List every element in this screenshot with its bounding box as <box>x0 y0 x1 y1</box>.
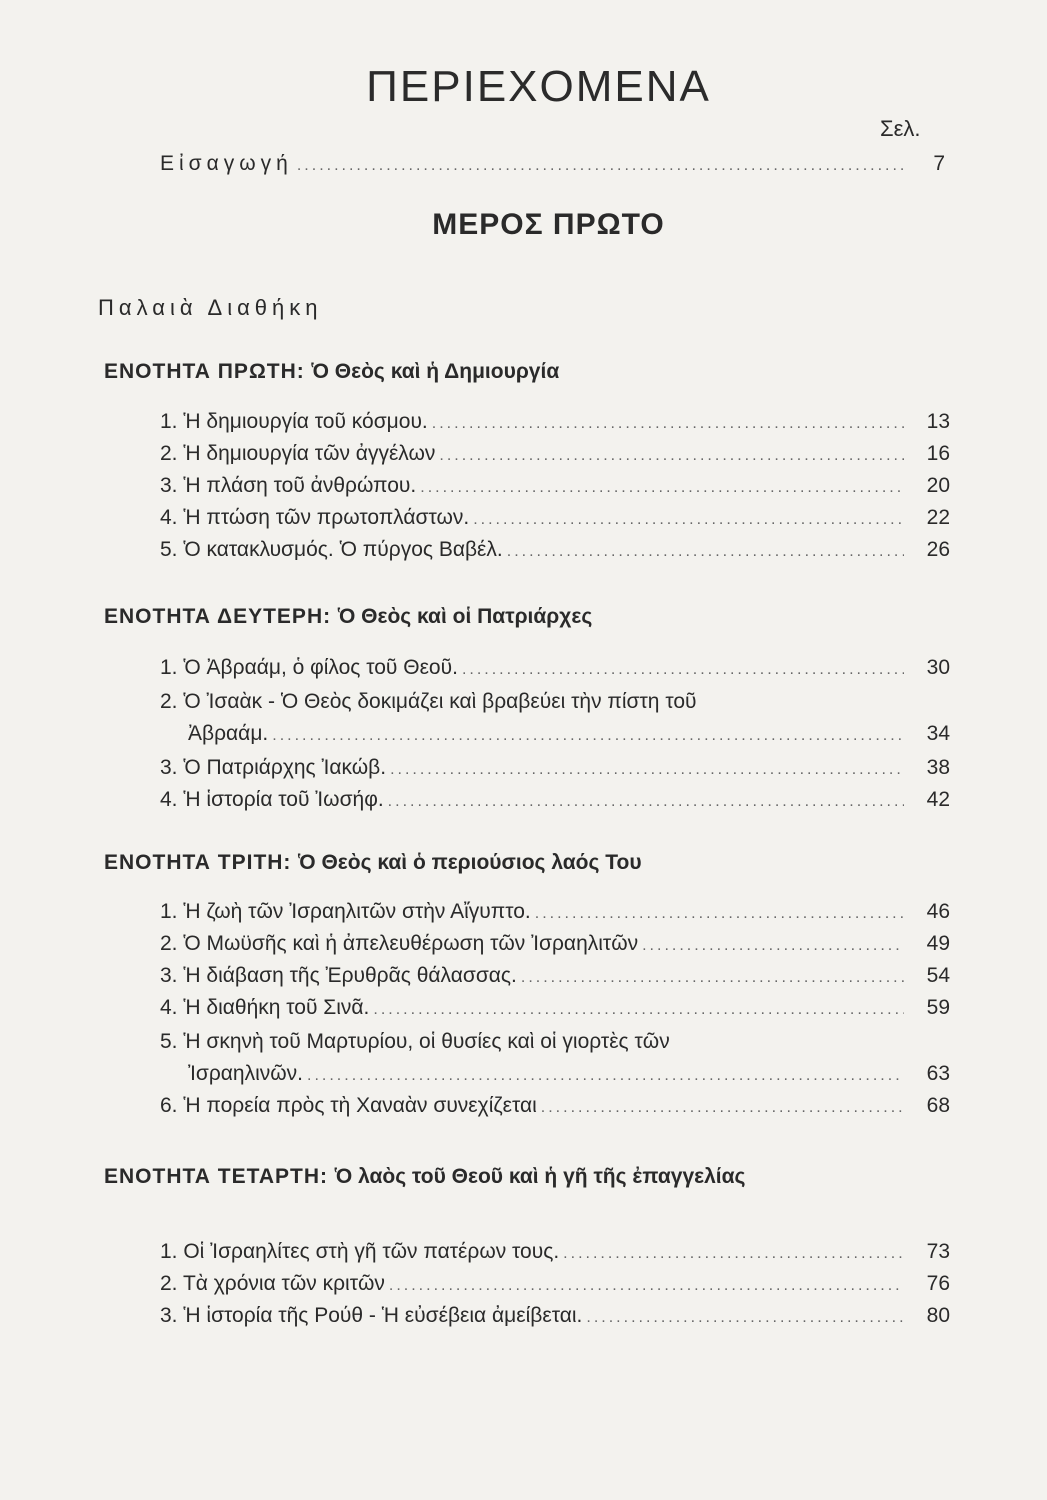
leader-dots <box>541 1099 904 1117</box>
toc-entry[interactable] <box>160 506 950 530</box>
entry-page: 20 <box>926 474 950 497</box>
toc-entry[interactable] <box>160 964 950 988</box>
leader-dots <box>642 937 904 955</box>
leader-dots <box>389 1277 904 1295</box>
entry-page: 63 <box>926 1062 950 1085</box>
entry-page: 73 <box>926 1240 950 1263</box>
section-heading-1 <box>104 355 944 389</box>
entry-text: 1. Οἱ Ἰσραηλίτες στὴ γῆ τῶν πατέρων τους. <box>160 1240 560 1263</box>
entry-page: 59 <box>926 996 950 1019</box>
leader-dots <box>297 157 904 175</box>
entry-page: 80 <box>926 1304 950 1327</box>
toc-entry[interactable] <box>160 656 950 680</box>
entry-page: 13 <box>926 410 950 433</box>
toc-entry[interactable] <box>160 996 950 1020</box>
toc-entry-continuation[interactable] <box>188 722 950 746</box>
section-subtitle: Ὁ Θεὸς καὶ ὁ περιούσιος λαός Του <box>298 851 642 874</box>
entry-text: 1. Ὁ Ἀβραάμ, ὁ φίλος τοῦ Θεοῦ. <box>160 656 458 679</box>
section-label: ΕΝΟΤΗΤΑ ΤΕΤΑΡΤΗ: <box>104 1165 329 1188</box>
intro-entry[interactable] <box>160 152 950 176</box>
entry-text: 3. Ἡ πλάση τοῦ ἀνθρώπου. <box>160 474 417 497</box>
testament-heading: Παλαιὰ Διαθήκη <box>98 295 323 320</box>
entry-page: 26 <box>926 538 950 561</box>
leader-dots <box>507 543 904 561</box>
leader-dots <box>563 1245 904 1263</box>
entry-text: 5. Ἡ σκηνὴ τοῦ Μαρτυρίου, οἱ θυσίες καὶ οἱ γιορτὲς τῶν <box>160 1030 670 1053</box>
entry-text: 1. Ἡ ζωὴ τῶν Ἰσραηλιτῶν στὴν Αἴγυπτο. <box>160 900 531 923</box>
entry-text: 2. Ὁ Ἰσαὰκ - Ὁ Θεὸς δοκιμάζει καὶ βραβεύει τὴν πίστη τοῦ <box>160 690 697 713</box>
toc-entry[interactable] <box>160 900 950 924</box>
entry-text: 4. Ἡ διαθήκη τοῦ Σινᾶ. <box>160 996 370 1019</box>
toc-entry[interactable] <box>160 788 950 812</box>
leader-dots <box>307 1067 904 1085</box>
entry-text: 2. Ἡ δημιουργία τῶν ἀγγέλων <box>160 442 436 465</box>
entry-text: 3. Ὁ Πατριάρχης Ἰακώβ. <box>160 756 387 779</box>
entry-page: 30 <box>926 656 950 679</box>
entry-text: 5. Ὁ κατακλυσμός. Ὁ πύργος Βαβέλ. <box>160 538 503 561</box>
entry-text: 4. Ἡ πτώση τῶν πρωτοπλάστων. <box>160 506 470 529</box>
page-column-label: Σελ. <box>880 116 921 141</box>
entry-text: 1. Ἡ δημιουργία τοῦ κόσμου. <box>160 410 428 433</box>
leader-dots <box>462 661 904 679</box>
entry-page: 22 <box>926 506 950 529</box>
toc-entry[interactable] <box>160 442 950 466</box>
entry-page: 54 <box>926 964 950 987</box>
entry-page: 42 <box>926 788 950 811</box>
intro-page: 7 <box>933 152 950 175</box>
toc-entry[interactable] <box>160 1272 950 1296</box>
leader-dots <box>432 415 904 433</box>
toc-entry[interactable] <box>160 690 950 714</box>
entry-text: 4. Ἡ ἱστορία τοῦ Ἰωσήφ. <box>160 788 384 811</box>
section-label: ΕΝΟΤΗΤΑ ΠΡΩΤΗ: <box>104 360 305 383</box>
page-title: ΠΕΡΙΕΧΟΜΕΝΑ <box>366 62 711 111</box>
toc-entry[interactable] <box>160 1094 950 1118</box>
section-heading-3 <box>104 846 944 880</box>
entry-text: 3. Ἡ διάβαση τῆς Ἐρυθρᾶς θάλασσας. <box>160 964 517 987</box>
leader-dots <box>388 793 904 811</box>
entry-page: 68 <box>926 1094 950 1117</box>
toc-entry[interactable] <box>160 538 950 562</box>
section-subtitle: Ὁ Θεὸς καὶ οἱ Πατριάρχες <box>337 605 593 628</box>
section-heading-2 <box>104 600 944 634</box>
entry-text: 3. Ἡ ἱστορία τῆς Ρούθ - Ἡ εὐσέβεια ἀμείβεται. <box>160 1304 583 1327</box>
toc-entry[interactable] <box>160 410 950 434</box>
toc-entry[interactable] <box>160 932 950 956</box>
entry-text: 2. Ὁ Μωϋσῆς καὶ ἡ ἀπελευθέρωση τῶν Ἰσραηλιτῶν <box>160 932 639 955</box>
entry-page: 49 <box>926 932 950 955</box>
leader-dots <box>535 905 904 923</box>
section-subtitle: Ὁ Θεὸς καὶ ἡ Δημιουργία <box>311 360 560 383</box>
section-heading-4 <box>104 1160 864 1194</box>
leader-dots <box>586 1309 904 1327</box>
entry-page: 34 <box>926 722 950 745</box>
toc-entry[interactable] <box>160 1030 950 1054</box>
entry-page: 16 <box>926 442 950 465</box>
leader-dots <box>439 447 904 465</box>
toc-entry[interactable] <box>160 756 950 780</box>
entry-text: 6. Ἡ πορεία πρὸς τὴ Χαναὰν συνεχίζεται <box>160 1094 537 1117</box>
intro-label: Εἰσαγωγή <box>160 152 293 175</box>
entry-text: Ἰσραηλινῶν. <box>188 1062 304 1085</box>
toc-entry[interactable] <box>160 1304 950 1328</box>
section-subtitle: Ὁ λαὸς τοῦ Θεοῦ καὶ ἡ γῆ τῆς ἐπαγγελίας <box>334 1165 746 1188</box>
entry-page: 46 <box>926 900 950 923</box>
section-label: ΕΝΟΤΗΤΑ ΔΕΥΤΕΡΗ: <box>104 605 332 628</box>
leader-dots <box>521 969 904 987</box>
entry-page: 76 <box>926 1272 950 1295</box>
leader-dots <box>473 511 904 529</box>
part-title: ΜΕΡΟΣ ΠΡΩΤΟ <box>432 208 665 241</box>
toc-entry[interactable] <box>160 1240 950 1264</box>
entry-text: 2. Τὰ χρόνια τῶν κριτῶν <box>160 1272 385 1295</box>
entry-text: Ἀβραάμ. <box>188 722 269 745</box>
leader-dots <box>373 1001 904 1019</box>
leader-dots <box>390 761 904 779</box>
toc-entry-continuation[interactable] <box>188 1062 950 1086</box>
leader-dots <box>272 727 904 745</box>
section-label: ΕΝΟΤΗΤΑ ΤΡΙΤΗ: <box>104 851 292 874</box>
leader-dots <box>420 479 904 497</box>
entry-page: 38 <box>926 756 950 779</box>
toc-entry[interactable] <box>160 474 950 498</box>
